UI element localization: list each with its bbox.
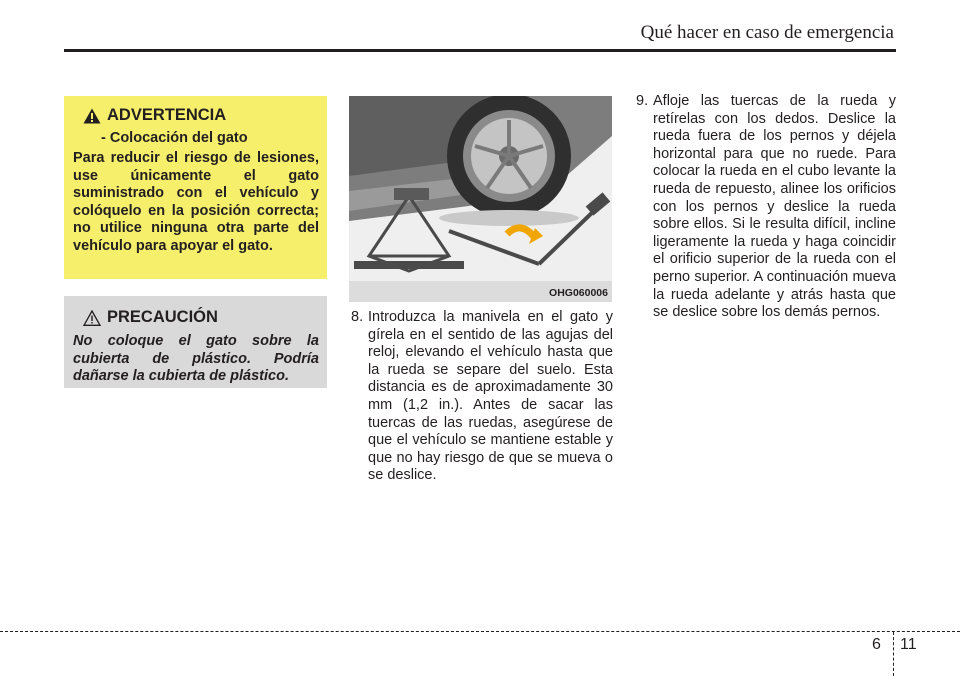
warning-box bbox=[64, 96, 327, 279]
warning-heading bbox=[73, 106, 319, 125]
step-9 bbox=[636, 93, 896, 322]
step-number: 8. bbox=[351, 309, 364, 325]
step-text: Afloje las tuercas de la rueda y retírelas con los dedos. Deslice la rueda fuera de los pernos y déjela horizontal para que no ruede. Para colocar la rueda en el cubo levante la rueda de repuesto, alinee los orificios con los pernos y deslice la rueda sobre ellos. Si le resulta difícil, incline ligeramente la rueda y haga coincidir el orificio superior de la rueda con el perno superior. A continuación mueva la rueda adelante y atrás hasta que se deslice sobre los demás pernos. bbox=[653, 93, 896, 321]
page-number-separator bbox=[893, 632, 894, 676]
header-title: Qué hacer en caso de emergencia bbox=[640, 22, 894, 43]
header-rule bbox=[64, 49, 896, 52]
warning-body: Para reducir el riesgo de lesiones, use únicamente el gato suministrado con el vehículo y colóquelo en la posición correcta; no utilice ninguna otra parte del vehículo para apoyar el gato. bbox=[73, 150, 319, 254]
step-number: 9. bbox=[636, 93, 649, 109]
figure-code: OHG060006 bbox=[549, 287, 608, 299]
warning-subtitle: - Colocación del gato bbox=[101, 130, 248, 146]
caution-body: No coloque el gato sobre la cubierta de plástico. Podría dañarse la cubierta de plástico. bbox=[73, 333, 319, 384]
step-text: Introduzca la manivela en el gato y gírela en el sentido de las agujas del reloj, elevando el vehículo hasta que la rueda se separe del suelo. Esta distancia es de aproximadamente 30 mm (1,2 in.). Antes de sacar las tuercas de las ruedas, asegúrese de que el vehículo se mantiene estable y que no hay riesgo de que se mueva o se deslice. bbox=[368, 309, 613, 484]
caution-box bbox=[64, 296, 327, 388]
warning-title: ADVERTENCIA bbox=[107, 106, 227, 124]
step-8 bbox=[351, 309, 613, 485]
caution-heading bbox=[73, 308, 319, 327]
jack-illustration bbox=[349, 96, 612, 302]
footer-rule bbox=[0, 631, 960, 632]
warning-triangle-icon bbox=[83, 108, 101, 124]
caution-title: PRECAUCIÓN bbox=[107, 308, 218, 326]
caution-triangle-icon bbox=[83, 310, 101, 326]
section-number: 6 bbox=[872, 636, 881, 653]
jack-figure bbox=[349, 96, 612, 302]
page-number: 11 bbox=[900, 636, 917, 653]
